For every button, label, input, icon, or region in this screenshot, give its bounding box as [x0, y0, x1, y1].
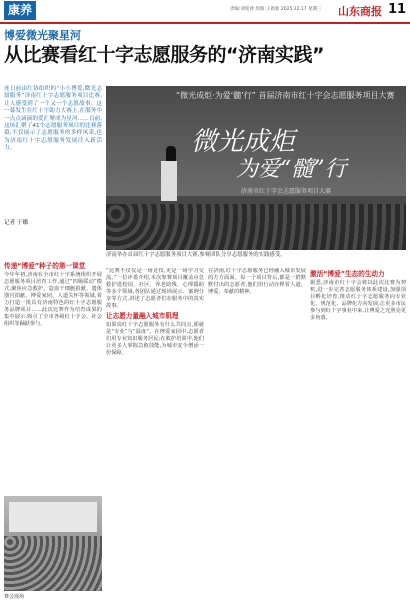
page-number: 11: [388, 2, 407, 17]
column-2-text-2: 如果说红十字志愿服务有什么共同点,那就是“专业”与“温度”。在博爱家园中,志愿者们用专业知识服务居民;在救护培训中,他们让更多人掌握急救技能,为城市安全增添一份保障。: [106, 322, 204, 356]
column-3-text: 在济南,红十字志愿服务已经融入城市发展的方方面面。每一个项目背后,都是一群默默付出的志愿者,他们用行动诠释着人道、博爱、奉献的精神。: [208, 268, 306, 295]
event-screen: [9, 502, 97, 532]
article-kicker: 博爱微光聚星河: [4, 29, 81, 42]
stage-slogan-line2: 为爱“髓”行: [236, 157, 347, 182]
issue-meta: 责编:刘铭铎 组版:王新新 2025.12.17 星期三: [230, 7, 322, 12]
photo-caption: 济南举办首届红十字志愿服务项目大赛,参赛团队分享志愿服务的实践感受。: [106, 252, 286, 258]
column-4-text: 据悉,济南市红十字会将以此次比赛为契机,进一步完善志愿服务体系建设,加强项目孵化培育,推动红十字志愿服务向专业化、规范化、品牌化方向发展,让更多市民参与到红十字事业中来,让博爱之光照亮更多角落。: [310, 280, 406, 321]
column-2-subhead: 让志愿力量融入城市肌理: [106, 312, 179, 320]
stage-slogan-line1: 微光成炬: [191, 127, 296, 157]
page-header: [0, 0, 410, 24]
event-crowd: [4, 536, 102, 591]
article-column-1: [4, 260, 102, 492]
section-tag: 康养: [4, 1, 36, 20]
event-photo-caption: 赛会现场: [4, 594, 25, 600]
stage-backdrop: [106, 86, 406, 196]
article-lead: 连日前由红协组织的“小小博爱,微光志愿服务”济南红十字志愿服务项目比赛,让人感受到了一个又一个志愿故事。这一幕发生在红十字助力大赛上,在服务中一点点滴滴的爱汇聚成为星河……目前,这场汇聚了41个志愿服务项目的比赛落幕,不仅展示了志愿服务的多样风采,也为济南红十字志愿服务发展注入新活力。: [4, 86, 102, 152]
newspaper-brand: 山东商报: [338, 5, 382, 18]
article-headline: 从比赛看红十字志愿服务的“济南实践”: [4, 44, 324, 66]
audience: [106, 204, 406, 250]
stage-header-text: “微光成炬·为爱‘髓’行” 首届济南市红十字会志愿服务项目大赛: [176, 91, 395, 100]
column-1-text: 今年年初,济南在全市红十字系统组织开展志愿服务项目培育工作,通过“四级联动”模式,聚焦应急救护、造血干细胞捐献、遗体器官捐献、博爱家园、人道关怀等领域,着力打造一批具有济南特色的红十字志愿服务品牌项目……此次比赛作为培育成果的集中展示,吸引了全市各级红十字会、社会组织等踊跃参与。: [4, 272, 102, 327]
podium: [161, 161, 177, 201]
column-4-subhead: 激活“博爱”生态的生动力: [310, 270, 385, 278]
stage-banner-text: 济南市红十字会志愿服务项目大赛: [241, 188, 332, 195]
article-column-2: [106, 268, 204, 598]
article-column-4: [310, 268, 406, 598]
column-1-subhead: 传递“博爱”种子的第一课堂: [4, 262, 86, 270]
main-photo: [106, 86, 406, 250]
column-2-text: “比赛不仅仅是一场竞技,更是一场学习交流。”一位评委介绍,本次参赛项目覆盖应急救护进校园、社区、养老助残、心理援助等多个领域,各团队通过现场展示、案例分享等方式,讲述了志愿者们在服务中的真实故事。: [106, 268, 204, 309]
article-column-3: [208, 268, 306, 598]
event-photo: [4, 496, 102, 591]
article-byline: 记者 于娜: [4, 220, 29, 226]
